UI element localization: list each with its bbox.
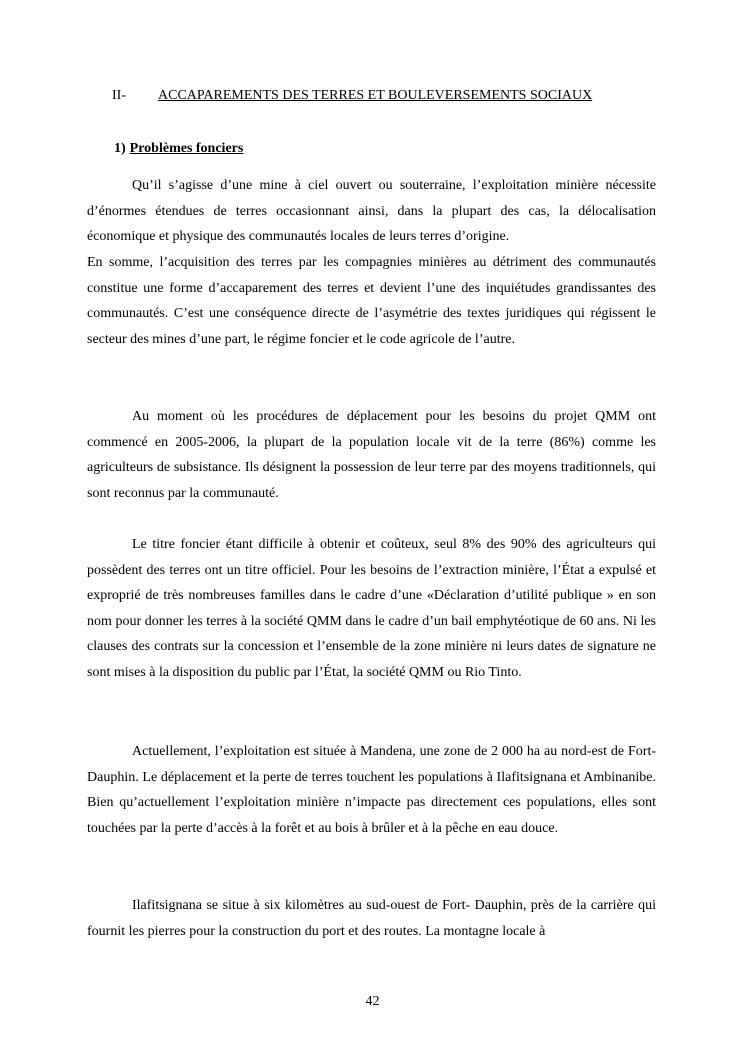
paragraph-2: En somme, l’acquisition des terres par les compagnies minières au détriment des communautés constitue une forme d’accaparement des terres et devient l’une des inquiétudes grandissantes des communautés. C’est une conséquence directe de l’asymétrie des textes juridiques qui régissent le secteur des mines d’une part, le régime foncier et le code agricole de l’autre. — [87, 255, 656, 347]
paragraph-6: Ilafitsignana se situe à six kilomètres au sud-ouest de Fort- Dauphin, près de la carrière qui fournit les pierres pour la construction du port et des routes. La montagne locale à — [87, 898, 656, 939]
paragraph-4: Le titre foncier étant difficile à obtenir et coûteux, seul 8% des 90% des agriculteurs qui possèdent des terres ont un titre officiel. Pour les besoins de l’extraction minière, l’État a expulsé et exproprié de très nombreuses familles dans le cadre d’une «Déclaration d’utilité publique » en son nom pour donner les terres à la société QMM dans le cadre d’un bail emphytéotique de 60 ans. Ni les clauses des contrats sur la concession et l’ensemble de la zone minière ni leurs dates de signature ne sont mises à la disposition du public par l’État, la société QMM ou Rio Tinto. — [87, 537, 656, 680]
paragraph-3: Au moment où les procédures de déplacement pour les besoins du projet QMM ont commencé en 2005-2006, la plupart de la population locale vit de la terre (86%) comme les agriculteurs de subsistance. Ils désignent la possession de leur terre par des moyens traditionnels, qui sont reconnus par la communauté. — [87, 409, 656, 501]
section-title: ACCAPAREMENTS DES TERRES ET BOULEVERSEMENTS SOCIAUX — [158, 88, 593, 103]
section-number: II- — [112, 88, 126, 103]
section-heading — [112, 88, 592, 104]
subsection-heading — [114, 141, 243, 157]
page-number: 42 — [365, 994, 380, 1009]
paragraph-1: Qu’il s’agisse d’une mine à ciel ouvert ou souterraine, l’exploitation minière nécessite d’énormes étendues de terres occasionnant ainsi, dans la plupart des cas, la délocalisation économique et physique des communautés locales de leurs terres d’origine. — [87, 178, 656, 245]
subsection-number: 1) — [114, 141, 126, 156]
subsection-title: Problèmes fonciers — [129, 141, 244, 156]
paragraph-5: Actuellement, l’exploitation est située à Mandena, une zone de 2 000 ha au nord-est de Fort-Dauphin. Le déplacement et la perte de terres touchent les populations à Ilafitsignana et Ambinanibe. Bien qu’actuellement l’exploitation minière n’impacte pas directement ces populations, elles sont touchées par la perte d’accès à la forêt et au bois à brûler et à la pêche en eau douce. — [87, 744, 656, 836]
